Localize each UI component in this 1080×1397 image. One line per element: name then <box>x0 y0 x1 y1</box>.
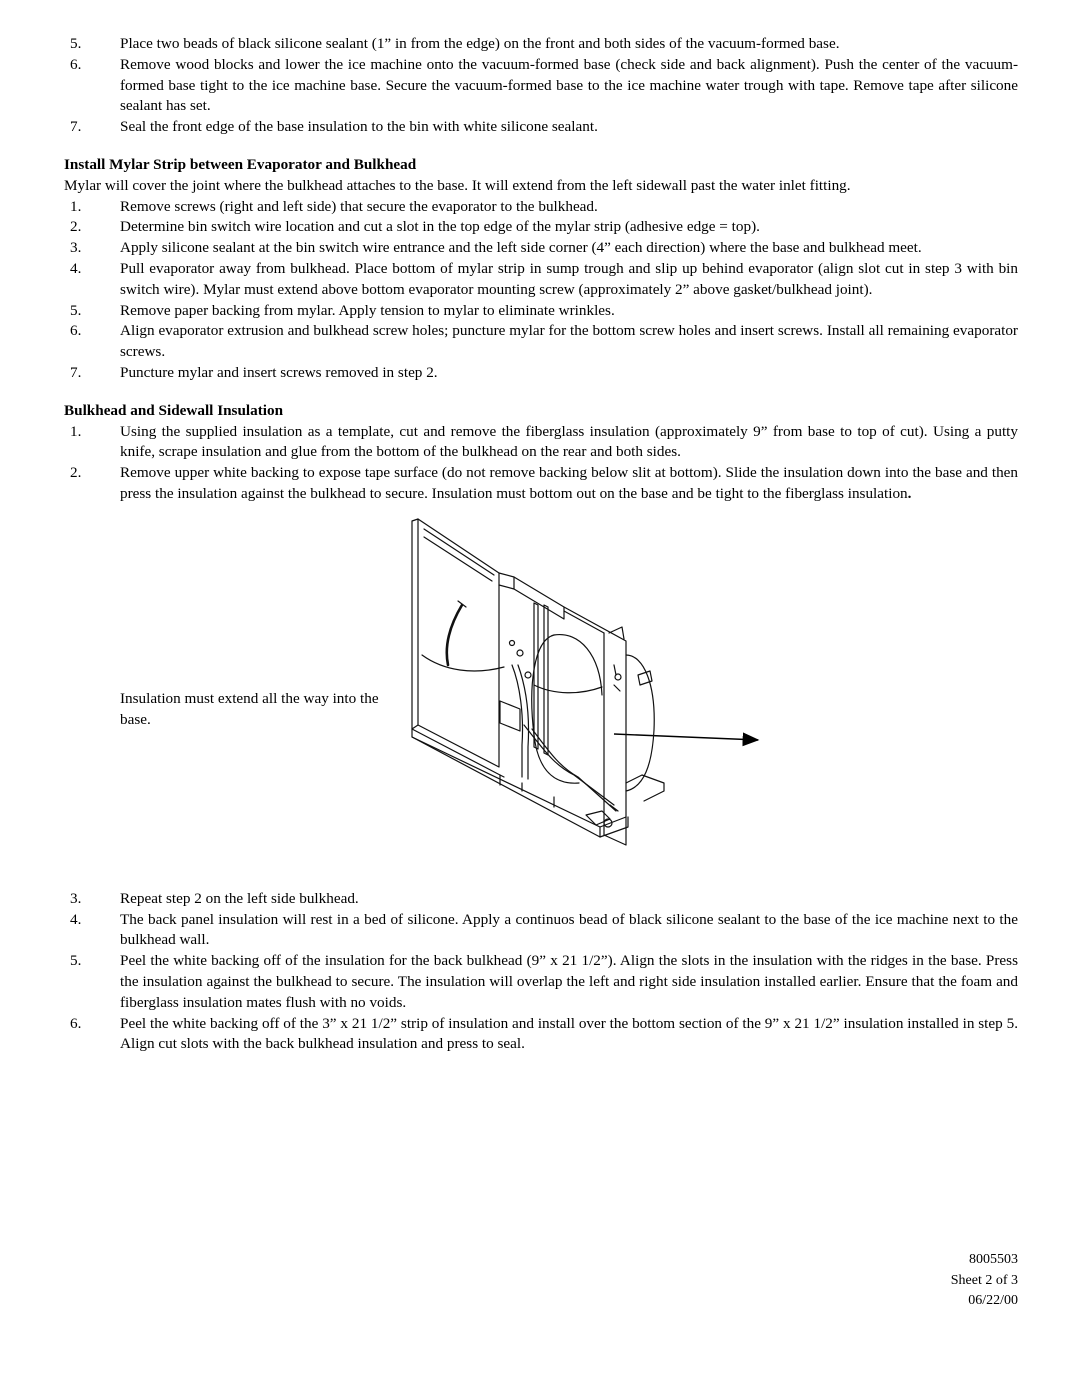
list-item <box>64 55 1018 117</box>
list-item <box>64 321 1018 363</box>
step-text: Remove upper white backing to expose tape surface (do not remove backing below slit at bottom). Slide the insulation down into the base and then press the insulation against the bulkhead to secure. Insulation must bottom out on the base and be tight to the fiberglass insulation <box>120 464 1018 502</box>
step-text: Remove screws (right and left side) that secure the evaporator to the bulkhead. <box>120 197 598 215</box>
step-text: Determine bin switch wire location and cut a slot in the top edge of the mylar strip (adhesive edge = top). <box>120 218 760 236</box>
list-item <box>64 217 1018 238</box>
document-number: 8005503 <box>969 1252 1018 1267</box>
bulkhead-figure <box>64 515 1018 889</box>
document-date: 06/22/00 <box>968 1293 1018 1308</box>
step-number: 7. <box>70 118 82 136</box>
bulkhead-steps-continued-list <box>64 889 1018 1055</box>
step-text: Remove wood blocks and lower the ice machine onto the vacuum-formed base (check side and back alignment). Push the center of the vacuum-formed base tight to the ice machine base. Secure the vacuum-formed base to the ice machine water trough with tape. Remove tape after silicone sealant has set. <box>120 55 1018 115</box>
list-item <box>64 889 1018 910</box>
step-text: Seal the front edge of the base insulation to the bin with white silicone sealant. <box>120 118 598 136</box>
page-footer <box>951 1250 1018 1312</box>
list-item <box>64 197 1018 218</box>
list-item <box>64 951 1018 1013</box>
mylar-section-heading: Install Mylar Strip between Evaporator and Bulkhead <box>64 155 417 173</box>
list-item <box>64 1014 1018 1056</box>
bulkhead-section-heading: Bulkhead and Sidewall Insulation <box>64 401 284 419</box>
mylar-steps-list <box>64 197 1018 384</box>
step-text: The back panel insulation will rest in a bed of silicone. Apply a continuos bead of black silicone sealant to the base of the ice machine next to the bulkhead wall. <box>120 910 1018 949</box>
step-text: Using the supplied insulation as a template, cut and remove the fiberglass insulation (approximately 9” from base to top of cut). Using a putty knife, scrape insulation and glue from the bottom of the bulkhead on the rear and both sides. <box>120 422 1018 461</box>
ice-machine-bulkhead-drawing <box>404 515 734 860</box>
list-item <box>64 910 1018 952</box>
step-number: 1. <box>70 422 82 440</box>
step-number: 6. <box>70 322 82 340</box>
sheet-number: Sheet 2 of 3 <box>950 1272 1018 1288</box>
step-text: Apply silicone sealant at the bin switch wire entrance and the left side corner (4” each direction) where the base and bulkhead meet. <box>120 239 922 257</box>
step-text: Align evaporator extrusion and bulkhead screw holes; puncture mylar for the bottom screw holes and insert screws. Install all remaining evaporator screws. <box>120 322 1018 361</box>
step-number: 3. <box>70 239 82 257</box>
step-text: Puncture mylar and insert screws removed in step 2. <box>120 363 438 381</box>
step-number: 3. <box>70 889 82 907</box>
step-text: Peel the white backing off of the 3” x 21 1/2” strip of insulation and install over the bottom section of the 9” x 21 1/2” insulation installed in step 5. Align cut slots with the back bulkhead insulation and press to seal. <box>120 1014 1018 1053</box>
step-text: Place two beads of black silicone sealant (1” in from the edge) on the front and both sides of the vacuum-formed base. <box>120 35 840 52</box>
step-number: 5. <box>70 301 82 319</box>
list-item <box>64 238 1018 259</box>
document-page <box>64 34 1018 1055</box>
step-number: 5. <box>70 35 82 52</box>
step-text: Remove paper backing from mylar. Apply tension to mylar to eliminate wrinkles. <box>120 301 615 319</box>
step-number: 5. <box>70 952 82 970</box>
list-item <box>64 463 1018 505</box>
step-text: Pull evaporator away from bulkhead. Place bottom of mylar strip in sump trough and slip up behind evaporator (align slot cut in step 3 with bin switch wire). Mylar must extend above bottom evaporator mounting screw (approximately 2” above gasket/bulkhead joint). <box>120 259 1018 298</box>
step-number: 2. <box>70 464 82 482</box>
bulkhead-steps-list <box>64 422 1018 505</box>
list-item <box>64 259 1018 301</box>
step-number: 1. <box>70 197 82 215</box>
step-text: Peel the white backing off of the insulation for the back bulkhead (9” x 21 1/2”). Align the slots in the insulation with the ridges in the base. Press the insulation against the bulkhead to secure. The insulation will overlap the left and right side insulation installed earlier. Ensure that the foam and fiberglass insulation mates flush with no voids. <box>120 952 1018 1011</box>
step-number: 6. <box>70 55 82 73</box>
list-item <box>64 422 1018 464</box>
step-text: Repeat step 2 on the left side bulkhead. <box>120 889 359 907</box>
mylar-intro: Mylar will cover the joint where the bulkhead attaches to the base. It will extend from the left sidewall past the water inlet fitting. <box>64 176 851 194</box>
list-item <box>64 301 1018 322</box>
step-number: 6. <box>70 1014 82 1032</box>
list-item <box>64 363 1018 384</box>
base-steps-list <box>64 34 1018 138</box>
list-item <box>64 34 1018 55</box>
figure-callout-text: Insulation must extend all the way into the base. <box>120 689 379 728</box>
list-item <box>64 117 1018 138</box>
step-number: 7. <box>70 363 82 381</box>
step-number: 4. <box>70 910 82 928</box>
step-number: 2. <box>70 218 82 236</box>
step-text-period: . <box>907 484 912 502</box>
step-number: 4. <box>70 259 82 277</box>
